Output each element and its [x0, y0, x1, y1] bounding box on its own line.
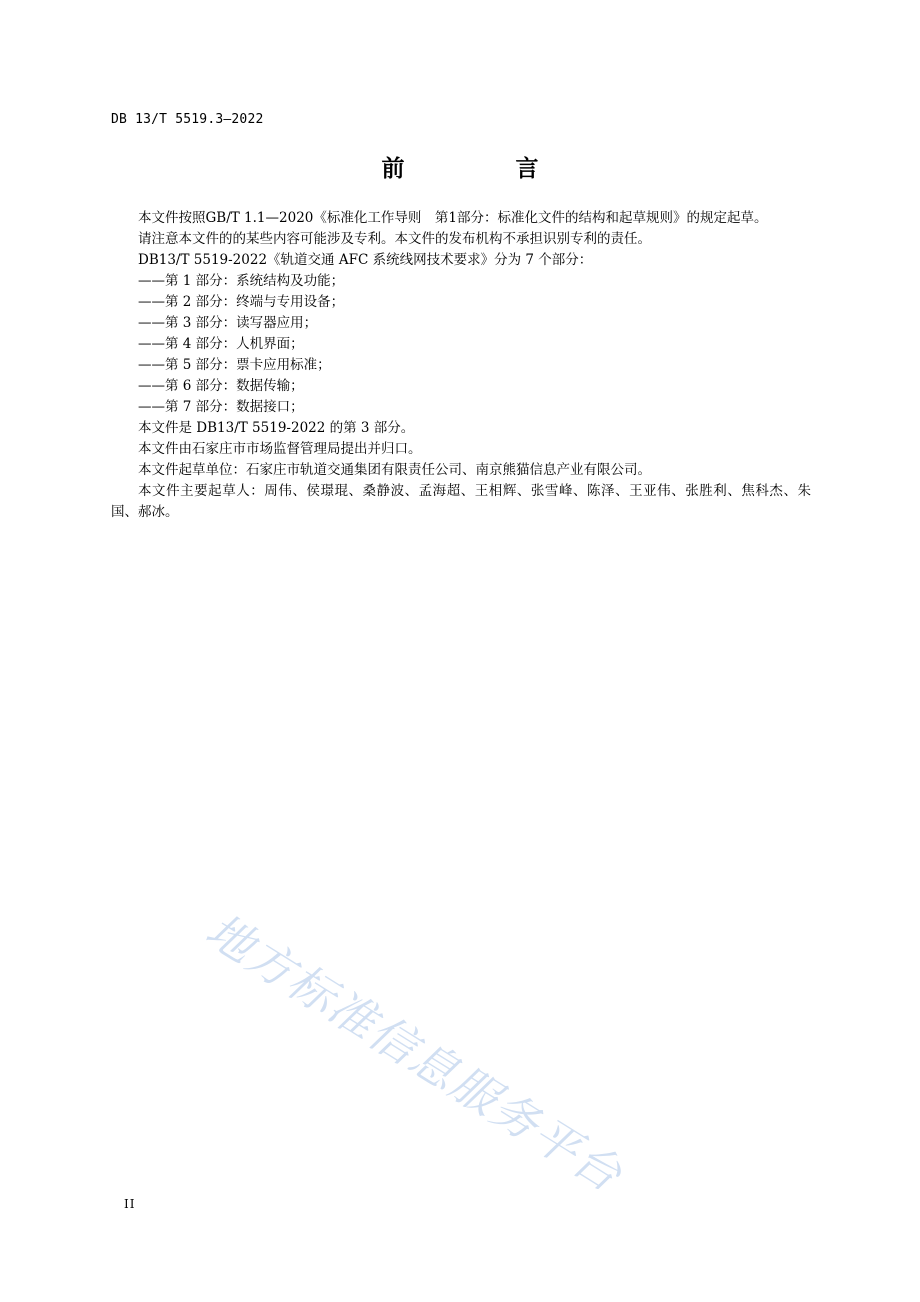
- part-list-item: ——第 7 部分：数据接口；: [138, 399, 304, 415]
- part-list-item: ——第 6 部分：数据传输；: [138, 378, 304, 394]
- part-list-item: ——第 4 部分：人机界面；: [138, 336, 304, 352]
- page-number: II: [124, 1197, 136, 1211]
- page-title: 前 言: [381, 156, 583, 182]
- part-list-item: ——第 2 部分：终端与专用设备；: [138, 294, 345, 310]
- paragraph-part-number: 本文件是 DB13/T 5519-2022 的第 3 部分。: [138, 420, 415, 436]
- watermark: 地方标准信息服务平台: [196, 902, 633, 1203]
- part-list-item: ——第 5 部分：票卡应用标准；: [138, 357, 331, 373]
- paragraph-drafters: 本文件主要起草人：周伟、侯璟琨、桑静波、孟海超、王相辉、张雪峰、陈泽、王亚伟、张胜利、焦科杰、朱国、郝冰。: [111, 483, 811, 520]
- paragraph-drafting-units: 本文件起草单位：石家庄市轨道交通集团有限责任公司、南京熊猫信息产业有限公司。: [138, 462, 651, 478]
- paragraph-parts-intro: DB13/T 5519-2022《轨道交通 AFC 系统线网技术要求》分为 7 个部分：: [138, 252, 593, 268]
- paragraph-patent-notice: 请注意本文件的的某些内容可能涉及专利。本文件的发布机构不承担识别专利的责任。: [138, 231, 651, 247]
- standard-code: DB 13/T 5519.3—2022: [111, 112, 264, 127]
- foreword-body: [111, 208, 811, 523]
- part-list-item: ——第 3 部分：读写器应用；: [138, 315, 318, 331]
- paragraph-proposer: 本文件由石家庄市市场监督管理局提出并归口。: [138, 441, 422, 457]
- paragraph-drafting-rules: 本文件按照GB/T 1.1—2020《标准化工作导则 第1部分：标准化文件的结构和起草规则》的规定起草。: [138, 210, 768, 226]
- part-list-item: ——第 1 部分：系统结构及功能；: [138, 273, 345, 289]
